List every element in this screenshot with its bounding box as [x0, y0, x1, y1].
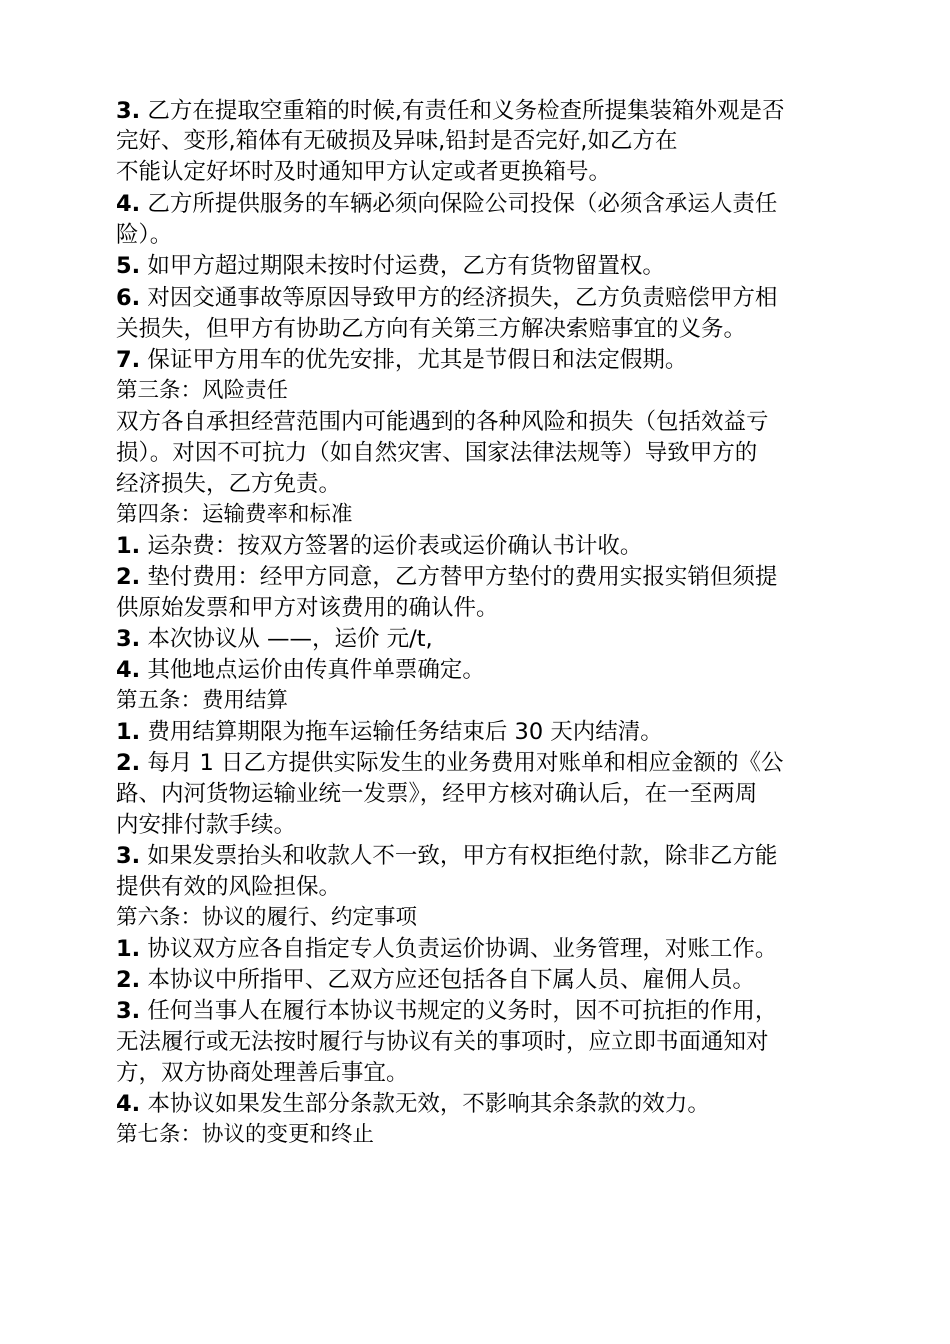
clause-3-line-2: 完好、变形,箱体有无破损及异味,铅封是否完好,如乙方在 [116, 128, 678, 154]
article-4-item-3: 3. 本次协议从 ——，运价 元/t, [116, 626, 433, 652]
article-5-heading: 第五条：费用结算 [116, 688, 289, 713]
article-5-item-2-line-1: 2. 每月 1 日乙方提供实际发生的业务费用对账单和相应金额的《公 [116, 750, 784, 776]
clause-4-line-1: 4. 乙方所提供服务的车辆必须向保险公司投保（必须含承运人责任 [116, 191, 778, 217]
article-5-item-3-line-2: 提供有效的风险担保。 [116, 874, 342, 900]
article-3-text-line-2: 损）。对因不可抗力（如自然灾害、国家法律法规等）导致甲方的 [116, 440, 758, 466]
article-4-item-1: 1. 运杂费：按双方签署的运价表或运价确认书计收。 [116, 533, 643, 559]
article-6-heading: 第六条：协议的履行、约定事项 [116, 905, 418, 930]
clause-4-line-2: 险）。 [116, 222, 173, 248]
article-3-text-line-3: 经济损失，乙方免责。 [116, 471, 342, 497]
article-4-heading: 第四条：运输费率和标准 [116, 502, 353, 527]
article-6-item-3-line-3: 方，双方协商处理善后事宜。 [116, 1060, 409, 1086]
clause-6-line-1: 6. 对因交通事故等原因导致甲方的经济损失，乙方负责赔偿甲方相 [116, 285, 778, 311]
article-5-item-2-line-3: 内安排付款手续。 [116, 812, 297, 838]
clause-3-line-3: 不能认定好坏时及时通知甲方认定或者更换箱号。 [116, 159, 612, 185]
article-5-item-2-line-2: 路、内河货物运输业统一发票》，经甲方核对确认后，在一至两周 [116, 781, 758, 807]
article-5-item-1: 1. 费用结算期限为拖车运输任务结束后 30 天内结清。 [116, 719, 663, 745]
article-3-heading: 第三条：风险责任 [116, 378, 289, 403]
article-4-item-4: 4. 其他地点运价由传真件单票确定。 [116, 657, 485, 683]
clause-7-line: 7. 保证甲方用车的优先安排，尤其是节假日和法定假期。 [116, 347, 688, 373]
article-5-item-3-line-1: 3. 如果发票抬头和收款人不一致，甲方有权拒绝付款，除非乙方能 [116, 843, 778, 869]
article-4-item-2-line-1: 2. 垫付费用：经甲方同意，乙方替甲方垫付的费用实报实销但须提 [116, 564, 778, 590]
article-6-item-3-line-1: 3. 任何当事人在履行本协议书规定的义务时，因不可抗拒的作用， [116, 998, 778, 1024]
clause-3-line-1: 3. 乙方在提取空重箱的时候,有责任和义务检查所提集装箱外观是否 [116, 98, 785, 124]
article-6-item-3-line-2: 无法履行或无法按时履行与协议有关的事项时，应立即书面通知对 [116, 1029, 769, 1055]
article-6-item-2: 2. 本协议中所指甲、乙双方应还包括各自下属人员、雇佣人员。 [116, 967, 755, 993]
clause-6-line-2: 关损失，但甲方有协助乙方向有关第三方解决索赔事宜的义务。 [116, 316, 747, 342]
article-4-item-2-line-2: 供原始发票和甲方对该费用的确认件。 [116, 595, 499, 621]
article-6-item-4: 4. 本协议如果发生部分条款无效，不影响其余条款的效力。 [116, 1091, 710, 1117]
article-7-heading: 第七条：协议的变更和终止 [116, 1122, 375, 1147]
article-6-item-1: 1. 协议双方应各自指定专人负责运价协调、业务管理，对账工作。 [116, 936, 778, 962]
article-3-text-line-1: 双方各自承担经营范围内可能遇到的各种风险和损失（包括效益亏 [116, 409, 769, 435]
clause-5-line: 5. 如甲方超过期限未按时付运费，乙方有货物留置权。 [116, 253, 665, 279]
